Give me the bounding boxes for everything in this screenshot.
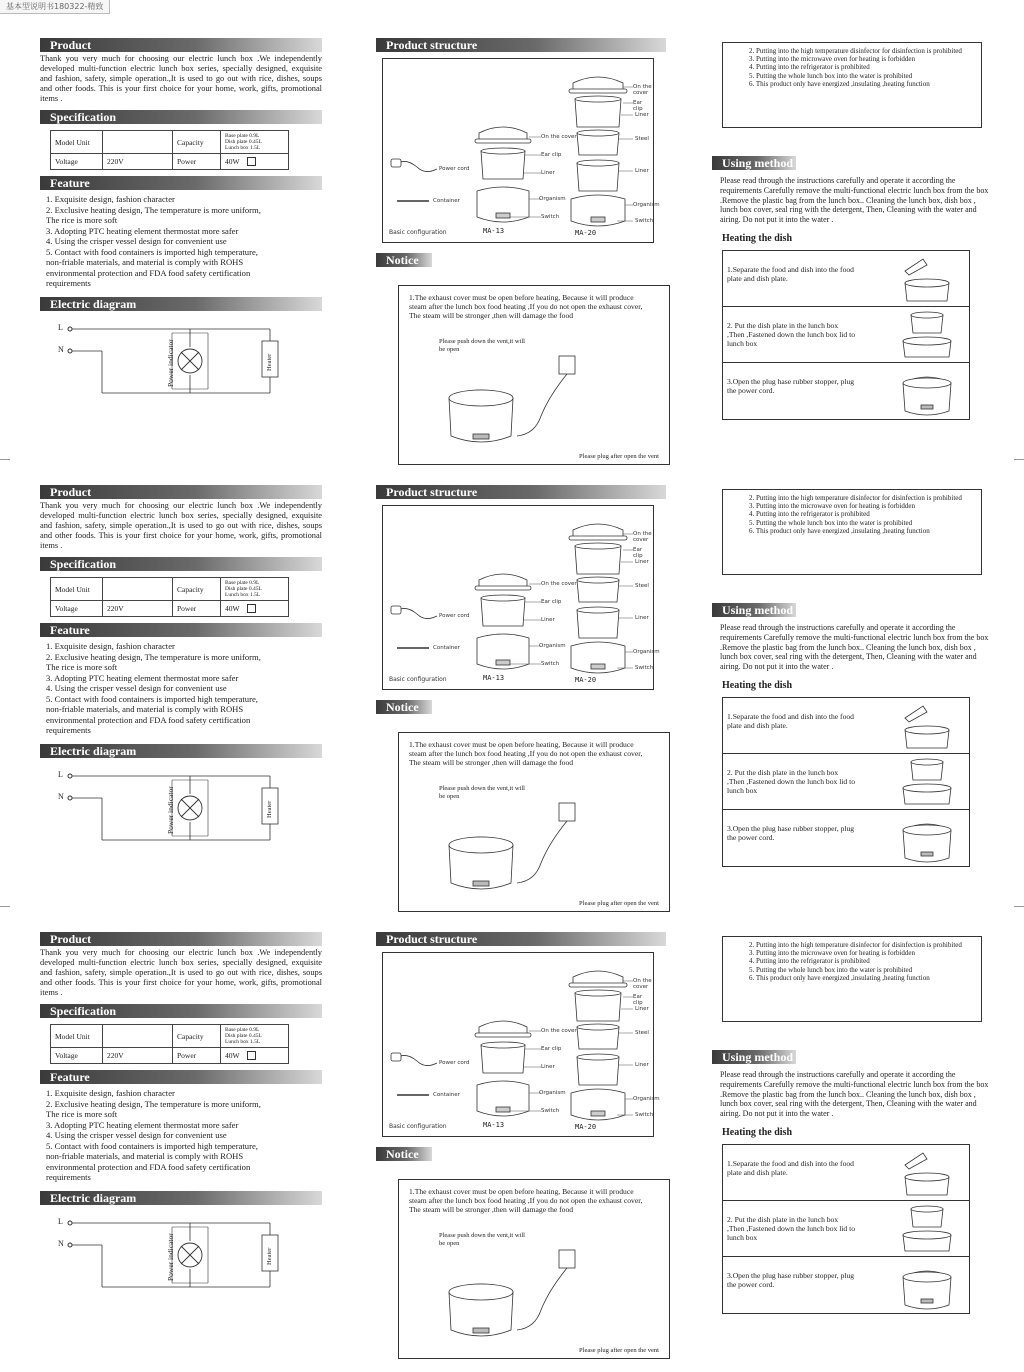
feature-item: environmental protection and FDA food safety certification xyxy=(46,267,251,278)
notice-header: Notice xyxy=(376,1147,432,1161)
label-power-cord: Power cord xyxy=(439,166,470,172)
l-terminal-label: L xyxy=(58,322,63,332)
feature-list xyxy=(40,641,322,736)
notice-footer-text: Please plug after open the vent xyxy=(579,900,659,907)
dish-plate-icon xyxy=(897,311,957,361)
notice-text: 1.The exhaust cover must be open before heating, Because it will produce steam after the lunch box food heating ,If you do not open the exhaust cover, The steam will be stronger ,then will damage the food xyxy=(409,1187,643,1214)
label-switch: Switch xyxy=(635,218,654,224)
label-ear-clip: Ear clip xyxy=(541,599,562,605)
label-switch: Switch xyxy=(635,1112,654,1118)
prohibition-item: 3. Putting into the microwave oven for heating is forbidden xyxy=(749,502,916,511)
label-liner: Liner xyxy=(635,112,649,118)
feature-item: non-friable materials, and material is comply with ROHS xyxy=(46,257,244,267)
notice-box xyxy=(398,285,670,465)
feature-item: 1. Exquisite design, fashion character xyxy=(46,1088,175,1098)
heating-dish-title: Heating the dish xyxy=(722,1126,793,1138)
model-ma-20: MA-20 xyxy=(575,1123,597,1131)
left-column xyxy=(40,932,322,1321)
electric-diagram-header: Electric diagram xyxy=(40,1191,322,1205)
label-steel: Steel xyxy=(635,583,649,589)
feature-item: The rice is more soft xyxy=(46,215,118,225)
circuit-lines xyxy=(40,315,322,427)
spec-voltage-value: 220V xyxy=(103,1048,173,1064)
prohibition-item: 2. Putting into the high temperature disinfector for disinfection is prohibited xyxy=(749,47,962,55)
capacity-line: Lunch box 1.5L xyxy=(225,145,261,151)
capacity-line: Base plate 0.9L xyxy=(225,133,260,139)
l-terminal-label: L xyxy=(58,1216,63,1226)
notice-vent-text: Please push down the vent,it will be open xyxy=(439,338,525,353)
feature-item: 1. Exquisite design, fashion character xyxy=(46,194,175,204)
heating-step xyxy=(723,810,969,866)
label-switch: Switch xyxy=(541,1108,560,1114)
electric-diagram xyxy=(40,762,322,874)
prohibition-item: 2. Putting into the high temperature disinfector for disinfection is prohibited xyxy=(749,494,962,502)
plug-illustration xyxy=(399,1180,671,1360)
exploded-view-illustration xyxy=(383,953,655,1138)
using-method-header: Using method xyxy=(712,1050,796,1064)
product-header: Product xyxy=(40,38,322,52)
specification-header: Specification xyxy=(40,110,322,124)
notice-box xyxy=(398,732,670,912)
lunch-box-plug-icon xyxy=(897,1261,957,1311)
heating-step-text: 3.Open the plug hase rubber stopper, plug the power cord. xyxy=(727,823,855,842)
model-ma-20: MA-20 xyxy=(575,229,597,237)
label-liner: Liner xyxy=(635,1062,649,1068)
structure-figure xyxy=(382,58,660,243)
circuit-lines xyxy=(40,762,322,874)
label-organism: Organism xyxy=(633,649,660,655)
heating-step-text: 3.Open the plug hase rubber stopper, plug the power cord. xyxy=(727,1270,855,1289)
label-on-the-cover: On the cover xyxy=(541,1028,577,1034)
dish-pour-icon xyxy=(897,702,957,752)
right-column xyxy=(712,485,994,867)
label-container: Container xyxy=(433,198,460,204)
label-container: Container xyxy=(433,1092,460,1098)
feature-item: non-friable materials, and material is comply with ROHS xyxy=(46,704,244,714)
certification-mark-icon xyxy=(247,1051,256,1060)
notice-header: Notice xyxy=(376,700,432,714)
spec-power-value xyxy=(221,1048,289,1064)
lunch-box-plug-icon xyxy=(897,814,957,864)
heater-label: Heater xyxy=(266,800,273,818)
label-organism: Organism xyxy=(539,196,566,202)
using-method-text: Please read through the instructions carefully and operate it according the requirements Carefully remove the multi-functional electric lunch box from the box .Remove the plastic bag from the lunch box.. Cleaning the lunch box, dish box , lunch box cover, seal ring with the detergent, Then, Cleaning with the water and airing. Do not put it into the water . xyxy=(720,623,989,672)
label-liner: Liner xyxy=(635,615,649,621)
structure-header: Product structure xyxy=(376,485,666,499)
spec-voltage-value: 220V xyxy=(103,154,173,170)
label-liner: Liner xyxy=(541,1064,555,1070)
heating-step xyxy=(723,1145,969,1201)
heating-step xyxy=(723,1257,969,1313)
heater-label: Heater xyxy=(266,353,273,371)
label-container: Container xyxy=(433,645,460,651)
spec-power-value xyxy=(221,154,289,170)
label-steel: Steel xyxy=(635,1030,649,1036)
label-organism: Organism xyxy=(633,1096,660,1102)
label-on-the-cover: On the cover xyxy=(633,531,652,543)
prohibition-box xyxy=(722,42,982,128)
prohibition-item: 2. Putting into the high temperature disinfector for disinfection is prohibited xyxy=(749,941,962,949)
plug-illustration xyxy=(399,286,671,466)
feature-item: 3. Adopting PTC heating element thermostat more safer xyxy=(46,1119,239,1130)
spec-capacity-detail xyxy=(221,578,289,601)
label-liner: Liner xyxy=(541,170,555,176)
circuit-lines xyxy=(40,1209,322,1321)
label-basic-configuration: Basic configuration xyxy=(389,229,447,236)
certification-mark-icon xyxy=(247,604,256,613)
electric-diagram-header: Electric diagram xyxy=(40,744,322,758)
model-ma-13: MA-13 xyxy=(483,1121,505,1129)
label-power-cord: Power cord xyxy=(439,613,470,619)
prohibition-box xyxy=(722,489,982,575)
model-ma-13: MA-13 xyxy=(483,674,505,682)
feature-item: 1. Exquisite design, fashion character xyxy=(46,641,175,651)
label-switch: Switch xyxy=(541,214,560,220)
using-method-text: Please read through the instructions carefully and operate it according the requirements Carefully remove the multi-functional electric lunch box from the box .Remove the plastic bag from the lunch box.. Cleaning the lunch box, dish box , lunch box cover, seal ring with the detergent, Then, Cleaning with the water and airing. Do not put it into the water . xyxy=(720,1070,989,1119)
manual-panel xyxy=(0,38,1024,484)
label-ear-clip: Ear clip xyxy=(633,994,643,1006)
heating-step-text: 2. Put the dish plate in the lunch box ,Then ,Fastened down the lunch box lid to lunch box xyxy=(727,320,856,348)
using-method-header: Using method xyxy=(712,156,796,170)
prohibition-item: 4. Putting into the refrigerator is prohibited xyxy=(749,510,870,519)
lunch-box-plug-icon xyxy=(897,367,957,417)
capacity-line: Dish plate 0.45L xyxy=(225,1033,262,1039)
feature-item: environmental protection and FDA food safety certification xyxy=(46,714,251,725)
left-column xyxy=(40,38,322,427)
prohibition-item: 6. This product only have energized ,insulating ,heating function xyxy=(749,973,930,982)
exploded-view-illustration xyxy=(383,506,655,691)
middle-column xyxy=(376,932,666,1359)
feature-item: 4. Using the crisper vessel design for convenient use xyxy=(46,1130,227,1140)
heating-step-text: 2. Put the dish plate in the lunch box ,Then ,Fastened down the lunch box lid to lunch box xyxy=(727,767,856,795)
feature-item: 5. Contact with food containers is imported high temperature, xyxy=(46,693,258,704)
manual-panel xyxy=(0,932,1024,1372)
spec-capacity-detail xyxy=(221,1025,289,1048)
label-on-the-cover: On the cover xyxy=(633,84,652,96)
label-ear-clip: Ear clip xyxy=(541,1046,562,1052)
spec-table xyxy=(50,577,289,617)
feature-item: 2. Exclusive heating design, The temperature is more uniform, xyxy=(46,651,261,662)
model-ma-13: MA-13 xyxy=(483,227,505,235)
n-terminal-label: N xyxy=(58,791,64,801)
product-text: Thank you very much for choosing our electric lunch box .We independently developed multi-function electric lunch box series, specially designed, exquisite and fashion, safety, simple operation.,It is used to go out with rice, dishes, soups and other foods. This is your first choice for your home, work, gifts, promotional items . xyxy=(40,501,322,550)
label-power-cord: Power cord xyxy=(439,1060,470,1066)
spec-power-label: Power xyxy=(173,601,221,617)
right-column xyxy=(712,38,994,420)
capacity-line: Base plate 0.9L xyxy=(225,580,260,586)
heating-step xyxy=(723,363,969,419)
heating-steps xyxy=(722,697,970,867)
spec-voltage-value: 220V xyxy=(103,601,173,617)
feature-item: environmental protection and FDA food safety certification xyxy=(46,1161,251,1172)
spec-capacity-label: Capacity xyxy=(173,578,221,601)
notice-vent-text: Please push down the vent,it will be open xyxy=(439,785,525,800)
spec-power-value xyxy=(221,601,289,617)
capacity-line: Dish plate 0.45L xyxy=(225,139,262,145)
feature-item: non-friable materials, and material is comply with ROHS xyxy=(46,1151,244,1161)
feature-item: 3. Adopting PTC heating element thermostat more safer xyxy=(46,672,239,683)
heating-step xyxy=(723,754,969,810)
structure-header: Product structure xyxy=(376,38,666,52)
feature-header: Feature xyxy=(40,176,322,190)
label-ear-clip: Ear clip xyxy=(633,547,643,559)
label-organism: Organism xyxy=(539,1090,566,1096)
middle-column xyxy=(376,485,666,912)
notice-vent-text: Please push down the vent,it will be open xyxy=(439,1232,525,1247)
spec-model-label: Model Unit xyxy=(51,131,103,154)
power-indicator-label: Power indicator xyxy=(166,1232,175,1281)
dish-plate-icon xyxy=(897,1205,957,1255)
n-terminal-label: N xyxy=(58,344,64,354)
exploded-view-illustration xyxy=(383,59,655,244)
electric-diagram-header: Electric diagram xyxy=(40,297,322,311)
structure-header: Product structure xyxy=(376,932,666,946)
label-steel: Steel xyxy=(635,136,649,142)
certification-mark-icon xyxy=(247,157,256,166)
electric-diagram xyxy=(40,1209,322,1321)
label-basic-configuration: Basic configuration xyxy=(389,1123,447,1130)
plug-illustration xyxy=(399,733,671,913)
power-indicator-label: Power indicator xyxy=(166,338,175,387)
feature-item: 2. Exclusive heating design, The temperature is more uniform, xyxy=(46,204,261,215)
label-ear-clip: Ear clip xyxy=(633,100,643,112)
label-liner: Liner xyxy=(541,617,555,623)
notice-footer-text: Please plug after open the vent xyxy=(579,453,659,460)
spec-model-label: Model Unit xyxy=(51,1025,103,1048)
l-terminal-label: L xyxy=(58,769,63,779)
prohibition-item: 6. This product only have energized ,insulating ,heating function xyxy=(749,79,930,88)
capacity-line: Lunch box 1.5L xyxy=(225,592,261,598)
heating-step-text: 1.Separate the food and dish into the food plate and dish plate. xyxy=(727,1158,854,1177)
heating-step-text: 2. Put the dish plate in the lunch box ,Then ,Fastened down the lunch box lid to lunch box xyxy=(727,1214,856,1242)
label-ear-clip: Ear clip xyxy=(541,152,562,158)
dish-pour-icon xyxy=(897,255,957,305)
prohibition-item: 5. Putting the whole lunch box into the water is prohibited xyxy=(749,518,913,527)
spec-model-label: Model Unit xyxy=(51,578,103,601)
feature-item: requirements xyxy=(46,278,91,288)
heating-steps xyxy=(722,250,970,420)
spec-model-value xyxy=(103,131,173,154)
notice-box xyxy=(398,1179,670,1359)
spec-voltage-label: Voltage xyxy=(51,154,103,170)
spec-table xyxy=(50,130,289,170)
spec-power-label: Power xyxy=(173,154,221,170)
prohibition-item: 3. Putting into the microwave oven for heating is forbidden xyxy=(749,949,916,958)
label-organism: Organism xyxy=(539,643,566,649)
label-switch: Switch xyxy=(541,661,560,667)
spec-table xyxy=(50,1024,289,1064)
label-organism: Organism xyxy=(633,202,660,208)
heating-step-text: 3.Open the plug hase rubber stopper, plug the power cord. xyxy=(727,376,855,395)
notice-text: 1.The exhaust cover must be open before heating, Because it will produce steam after the lunch box food heating ,If you do not open the exhaust cover, The steam will be stronger ,then will damage the food xyxy=(409,293,643,320)
label-liner: Liner xyxy=(635,1006,649,1012)
product-header: Product xyxy=(40,485,322,499)
heating-steps xyxy=(722,1144,970,1314)
prohibition-item: 4. Putting into the refrigerator is prohibited xyxy=(749,63,870,72)
dish-pour-icon xyxy=(897,1149,957,1199)
file-tab: 基本型说明书180322-精致 xyxy=(0,0,110,14)
heating-step-text: 1.Separate the food and dish into the food plate and dish plate. xyxy=(727,711,854,730)
spec-power-label: Power xyxy=(173,1048,221,1064)
label-liner: Liner xyxy=(635,559,649,565)
feature-item: 2. Exclusive heating design, The temperature is more uniform, xyxy=(46,1098,261,1109)
feature-item: 3. Adopting PTC heating element thermostat more safer xyxy=(46,225,239,236)
capacity-line: Lunch box 1.5L xyxy=(225,1039,261,1045)
feature-list xyxy=(40,194,322,289)
power-value: 40W xyxy=(225,603,240,613)
label-switch: Switch xyxy=(635,665,654,671)
notice-footer-text: Please plug after open the vent xyxy=(579,1347,659,1354)
heating-step-text: 1.Separate the food and dish into the food plate and dish plate. xyxy=(727,264,854,283)
electric-diagram xyxy=(40,315,322,427)
prohibition-item: 4. Putting into the refrigerator is prohibited xyxy=(749,957,870,966)
product-header: Product xyxy=(40,932,322,946)
feature-item: requirements xyxy=(46,1172,91,1182)
feature-item: 4. Using the crisper vessel design for convenient use xyxy=(46,683,227,693)
prohibition-item: 3. Putting into the microwave oven for heating is forbidden xyxy=(749,55,916,64)
feature-list xyxy=(40,1088,322,1183)
spec-voltage-label: Voltage xyxy=(51,601,103,617)
heating-step xyxy=(723,1201,969,1257)
prohibition-item: 5. Putting the whole lunch box into the water is prohibited xyxy=(749,965,913,974)
capacity-line: Base plate 0.9L xyxy=(225,1027,260,1033)
heating-step xyxy=(723,307,969,363)
feature-item: 5. Contact with food containers is imported high temperature, xyxy=(46,1140,258,1151)
prohibition-item: 5. Putting the whole lunch box into the water is prohibited xyxy=(749,71,913,80)
feature-item: The rice is more soft xyxy=(46,1109,118,1119)
specification-header: Specification xyxy=(40,1004,322,1018)
spec-model-value xyxy=(103,578,173,601)
manual-panel xyxy=(0,485,1024,931)
prohibition-box xyxy=(722,936,982,1022)
power-indicator-label: Power indicator xyxy=(166,785,175,834)
feature-header: Feature xyxy=(40,623,322,637)
model-ma-20: MA-20 xyxy=(575,676,597,684)
heating-dish-title: Heating the dish xyxy=(722,232,793,244)
label-on-the-cover: On the cover xyxy=(633,978,652,990)
feature-item: 4. Using the crisper vessel design for convenient use xyxy=(46,236,227,246)
using-method-text: Please read through the instructions carefully and operate it according the requirements Carefully remove the multi-functional electric lunch box from the box .Remove the plastic bag from the lunch box.. Cleaning the lunch box, dish box , lunch box cover, seal ring with the detergent, Then, Cleaning with the water and airing. Do not put it into the water . xyxy=(720,176,989,225)
spec-capacity-label: Capacity xyxy=(173,1025,221,1048)
spec-voltage-label: Voltage xyxy=(51,1048,103,1064)
heater-label: Heater xyxy=(266,1247,273,1265)
structure-figure xyxy=(382,952,660,1137)
label-on-the-cover: On the cover xyxy=(541,581,577,587)
capacity-line: Dish plate 0.45L xyxy=(225,586,262,592)
spec-capacity-label: Capacity xyxy=(173,131,221,154)
dish-plate-icon xyxy=(897,758,957,808)
prohibition-item: 6. This product only have energized ,insulating ,heating function xyxy=(749,526,930,535)
spec-capacity-detail xyxy=(221,131,289,154)
middle-column xyxy=(376,38,666,465)
feature-item: requirements xyxy=(46,725,91,735)
feature-item: The rice is more soft xyxy=(46,662,118,672)
label-liner: Liner xyxy=(635,168,649,174)
spec-model-value xyxy=(103,1025,173,1048)
label-on-the-cover: On the cover xyxy=(541,134,577,140)
heating-step xyxy=(723,698,969,754)
product-text: Thank you very much for choosing our electric lunch box .We independently developed multi-function electric lunch box series, specially designed, exquisite and fashion, safety, simple operation.,It is used to go out with rice, dishes, soups and other foods. This is your first choice for your home, work, gifts, promotional items . xyxy=(40,948,322,997)
power-value: 40W xyxy=(225,1050,240,1060)
using-method-header: Using method xyxy=(712,603,796,617)
label-basic-configuration: Basic configuration xyxy=(389,676,447,683)
power-value: 40W xyxy=(225,156,240,166)
product-text: Thank you very much for choosing our electric lunch box .We independently developed multi-function electric lunch box series, specially designed, exquisite and fashion, safety, simple operation.,It is used to go out with rice, dishes, soups and other foods. This is your first choice for your home, work, gifts, promotional items . xyxy=(40,54,322,103)
feature-header: Feature xyxy=(40,1070,322,1084)
notice-text: 1.The exhaust cover must be open before heating, Because it will produce steam after the lunch box food heating ,If you do not open the exhaust cover, The steam will be stronger ,then will damage the food xyxy=(409,740,643,767)
specification-header: Specification xyxy=(40,557,322,571)
notice-header: Notice xyxy=(376,253,432,267)
heating-step xyxy=(723,251,969,307)
heating-dish-title: Heating the dish xyxy=(722,679,793,691)
n-terminal-label: N xyxy=(58,1238,64,1248)
structure-figure xyxy=(382,505,660,690)
feature-item: 5. Contact with food containers is imported high temperature, xyxy=(46,246,258,257)
left-column xyxy=(40,485,322,874)
right-column xyxy=(712,932,994,1314)
